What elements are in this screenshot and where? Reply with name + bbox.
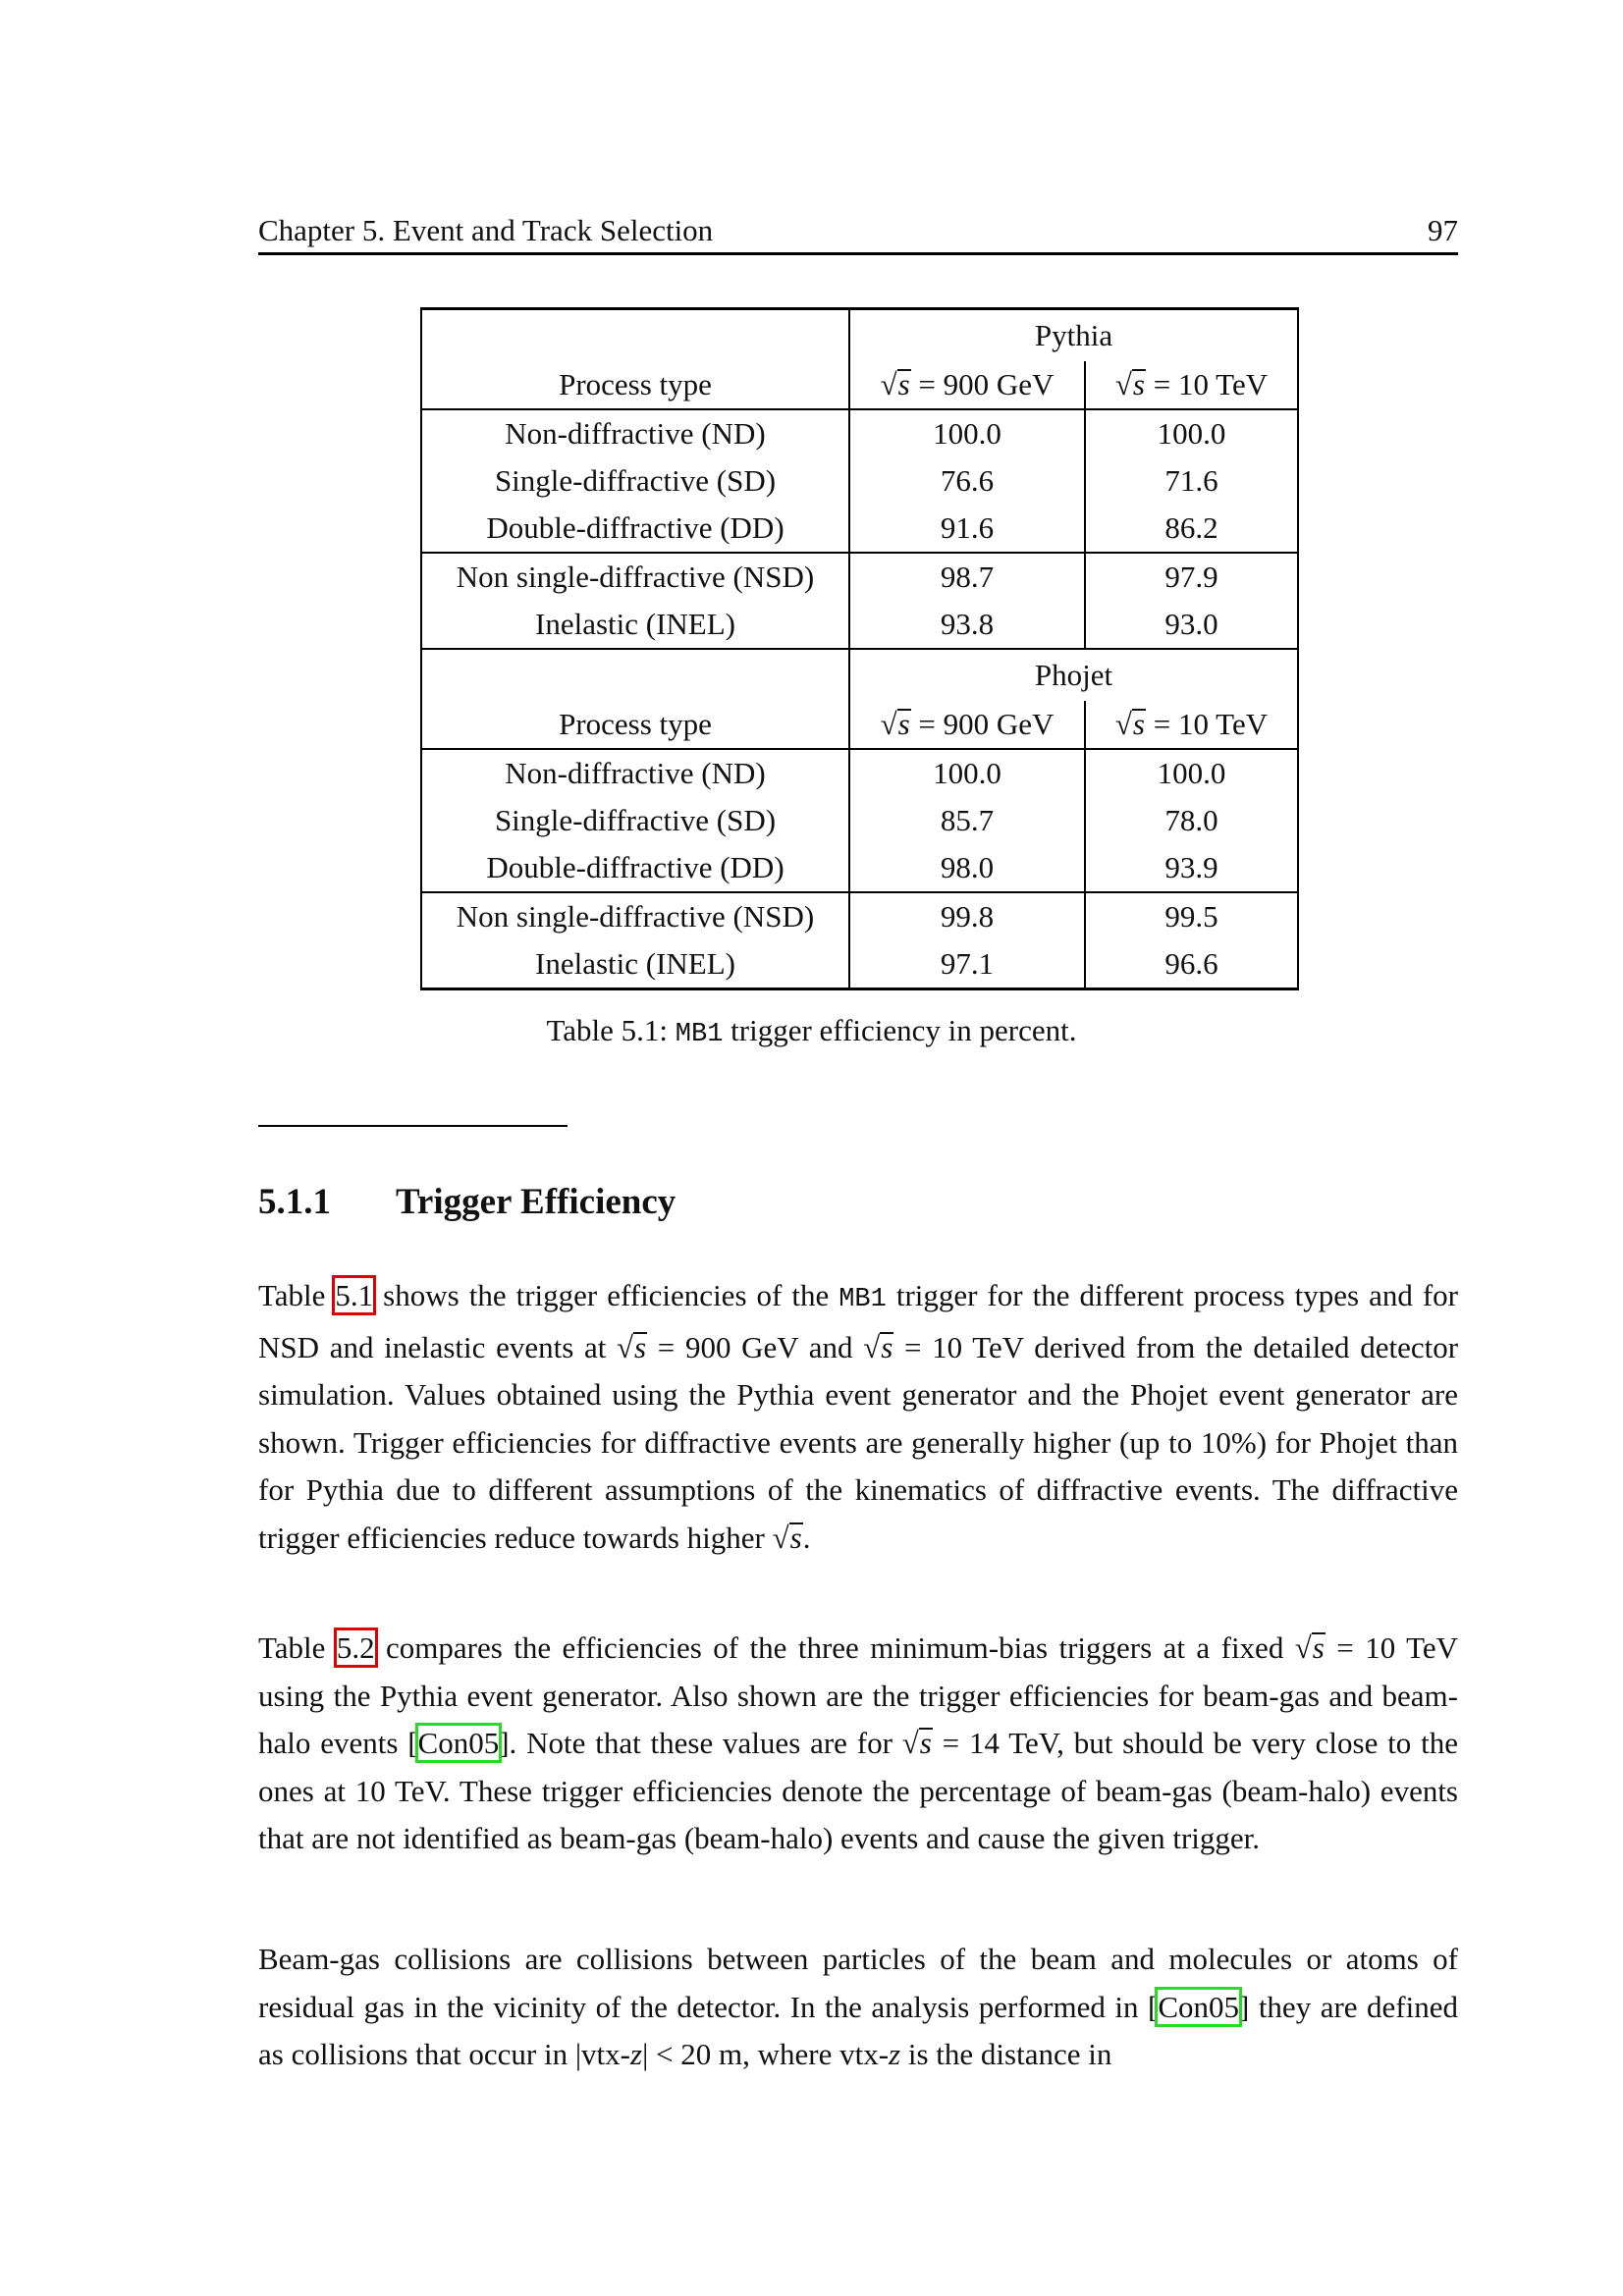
energy-10tev-header: √s = 10 TeV	[1085, 361, 1298, 409]
table-row	[421, 409, 1298, 457]
energy-900gev-header: √s = 900 GeV	[849, 701, 1085, 749]
efficiency-10tev: 93.9	[1085, 844, 1298, 892]
generator-header-row	[421, 649, 1298, 701]
efficiency-900gev: 99.8	[849, 892, 1085, 940]
energy-header-row	[421, 361, 1298, 409]
table-row	[421, 601, 1298, 649]
empty-header-cell	[421, 309, 849, 362]
process-name: Non single-diffractive (NSD)	[421, 553, 849, 601]
efficiency-900gev: 93.8	[849, 601, 1085, 649]
efficiency-900gev: 85.7	[849, 797, 1085, 844]
table-row	[421, 892, 1298, 940]
section-number: 5.1.1	[258, 1182, 331, 1222]
energy-label: = 10 TeV	[1153, 367, 1269, 401]
efficiency-10tev: 86.2	[1085, 505, 1298, 553]
text: .	[802, 1520, 811, 1555]
efficiency-10tev: 93.0	[1085, 601, 1298, 649]
table-row	[421, 505, 1298, 553]
caption-label: Table 5.1:	[546, 1013, 676, 1047]
efficiency-10tev: 96.6	[1085, 940, 1298, 989]
process-type-header: Process type	[421, 361, 849, 409]
text: ] they are defined as collisions that occur in |vtx-	[258, 1989, 1458, 2071]
text: Table	[258, 1278, 336, 1312]
energy-10tev-header: √s = 10 TeV	[1085, 701, 1298, 749]
citation-link[interactable]: Con05	[1158, 1989, 1239, 2024]
process-name: Double-diffractive (DD)	[421, 844, 849, 892]
text: = 10 TeV derived from the detailed detector simulation. Values obtained using the Pythia event generator and the Phojet event generator are shown. Trigger efficiencies for diffractive events are generally higher (up to 10%) for Phojet than for Pythia due to different assumptions of the kinematics of diffractive events. The diffractive trigger efficiencies reduce towards higher	[258, 1329, 1459, 1555]
process-name: Inelastic (INEL)	[421, 601, 849, 649]
text: = 10 TeV using the Pythia event generator. Also shown are the trigger efficiencies for beam-gas and beam-halo events [	[258, 1630, 1459, 1760]
process-name: Non-diffractive (ND)	[421, 409, 849, 457]
energy-label: = 900 GeV	[918, 707, 1055, 741]
efficiency-900gev: 97.1	[849, 940, 1085, 989]
math-variable: z	[630, 2037, 643, 2071]
efficiency-10tev: 78.0	[1085, 797, 1298, 844]
section-title: Trigger Efficiency	[396, 1182, 676, 1222]
table-row	[421, 797, 1298, 844]
text: is the distance in	[900, 2037, 1112, 2071]
text: trigger for the different process types and for NSD and inelastic events at	[258, 1278, 1458, 1364]
text: Beam-gas collisions are collisions between particles of the beam and molecules or atoms of residual gas in the vicinity of the detector. In the analysis performed in [	[258, 1942, 1458, 2024]
table-ref-link[interactable]: 5.2	[336, 1630, 375, 1665]
math-variable: z	[889, 2037, 901, 2071]
trigger-efficiency-table	[420, 307, 1299, 990]
citation-link[interactable]: Con05	[417, 1726, 500, 1760]
process-name: Inelastic (INEL)	[421, 940, 849, 989]
table-caption	[0, 1011, 1623, 1054]
text: Table	[258, 1630, 337, 1665]
efficiency-10tev: 71.6	[1085, 457, 1298, 505]
text: ]. Note that these values are for	[499, 1726, 902, 1760]
efficiency-900gev: 100.0	[849, 749, 1085, 797]
efficiency-10tev: 99.5	[1085, 892, 1298, 940]
efficiency-900gev: 98.7	[849, 553, 1085, 601]
generator-name: Pythia	[849, 309, 1298, 362]
process-name: Non single-diffractive (NSD)	[421, 892, 849, 940]
sqrt-s-math: √s	[617, 1329, 647, 1364]
section-heading	[258, 1178, 676, 1227]
generator-header-row	[421, 309, 1298, 362]
sqrt-s-math: √s	[1294, 1630, 1325, 1665]
generator-name: Phojet	[849, 649, 1298, 701]
efficiency-900gev: 100.0	[849, 409, 1085, 457]
paragraph-2	[258, 1625, 1458, 1863]
page-number: 97	[1428, 213, 1458, 247]
process-name: Non-diffractive (ND)	[421, 749, 849, 797]
process-name: Single-diffractive (SD)	[421, 457, 849, 505]
caption-text: trigger efficiency in percent.	[723, 1013, 1077, 1047]
table-ref-link[interactable]: 5.1	[335, 1278, 374, 1312]
text: = 900 GeV and	[657, 1329, 864, 1364]
energy-header-row	[421, 701, 1298, 749]
efficiency-900gev: 98.0	[849, 844, 1085, 892]
paragraph-3	[258, 1936, 1458, 2079]
process-name: Single-diffractive (SD)	[421, 797, 849, 844]
efficiency-10tev: 100.0	[1085, 409, 1298, 457]
energy-label: = 900 GeV	[918, 367, 1055, 401]
paragraph-1	[258, 1272, 1458, 1562]
chapter-title: Chapter 5. Event and Track Selection	[258, 213, 714, 247]
process-name: Double-diffractive (DD)	[421, 505, 849, 553]
sqrt-s-math: √s	[901, 1726, 932, 1760]
empty-header-cell	[421, 649, 849, 701]
energy-label: = 10 TeV	[1153, 707, 1269, 741]
energy-900gev-header: √s = 900 GeV	[849, 361, 1085, 409]
table-row	[421, 553, 1298, 601]
process-type-header: Process type	[421, 701, 849, 749]
sqrt-s-math: √s	[772, 1520, 802, 1555]
efficiency-900gev: 91.6	[849, 505, 1085, 553]
table-row	[421, 940, 1298, 989]
text: shows the trigger efficiencies of the	[373, 1278, 839, 1312]
divider-rule	[258, 1125, 568, 1127]
table-row	[421, 844, 1298, 892]
caption-code: MB1	[675, 1020, 724, 1049]
efficiency-900gev: 76.6	[849, 457, 1085, 505]
table-row	[421, 749, 1298, 797]
text: compares the efficiencies of the three minimum-bias triggers at a fixed	[374, 1630, 1295, 1665]
table-row	[421, 457, 1298, 505]
inline-code: MB1	[839, 1285, 887, 1314]
sqrt-s-math: √s	[863, 1329, 893, 1364]
efficiency-10tev: 100.0	[1085, 749, 1298, 797]
text: = 14 TeV, but should be very close to the ones at 10 TeV. These trigger efficiencies denote the percentage of beam-gas (beam-halo) events that are not identified as beam-gas (beam-halo) events and cause the given trigger.	[258, 1726, 1459, 1855]
text: | < 20 m, where vtx-	[642, 2037, 890, 2071]
efficiency-10tev: 97.9	[1085, 553, 1298, 601]
running-header	[258, 211, 1458, 255]
